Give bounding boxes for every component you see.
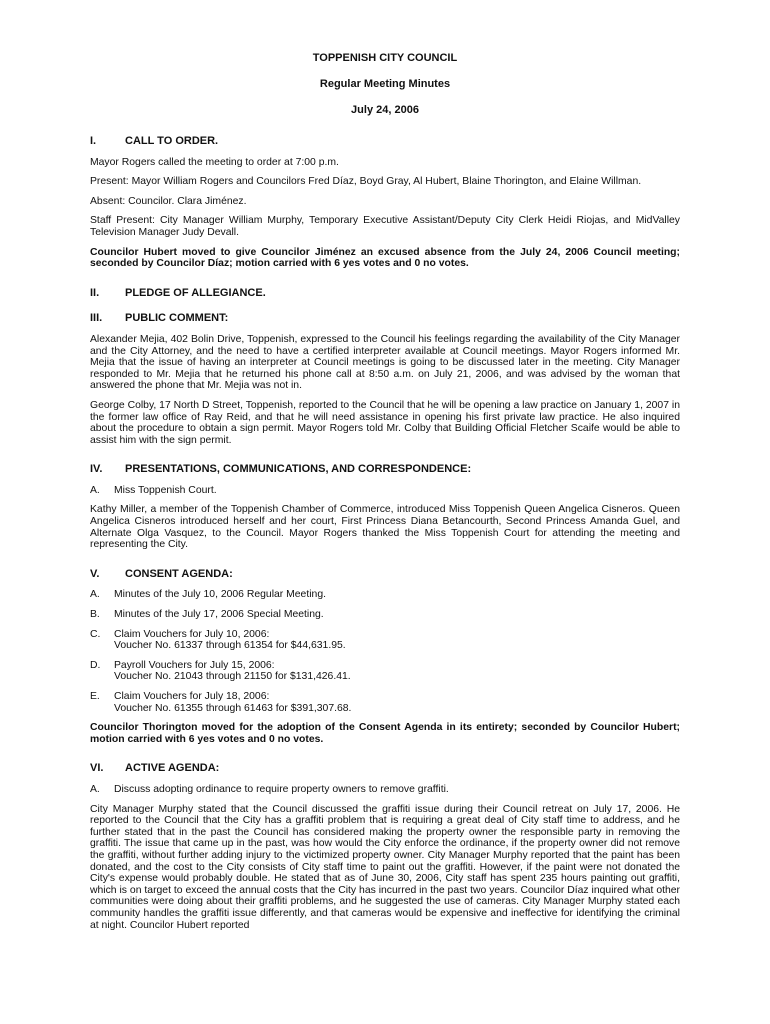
voucher-line: Voucher No. 61355 through 61463 for $391,307.68. bbox=[114, 702, 352, 714]
paragraph: Absent: Councilor. Clara Jiménez. bbox=[90, 195, 247, 207]
section-heading-pledge bbox=[90, 288, 680, 300]
voucher-line: Voucher No. 61337 through 61354 for $44,631.95. bbox=[114, 640, 346, 652]
list-item bbox=[90, 609, 680, 621]
item-letter: A. bbox=[90, 783, 100, 795]
item-text: Minutes of the July 10, 2006 Regular Meeting. bbox=[114, 589, 326, 601]
item-text: Claim Vouchers for July 10, 2006: bbox=[114, 628, 270, 640]
paragraph: Present: Mayor William Rogers and Councilors Fred Díaz, Boyd Gray, Al Hubert, Blaine Thorington, and Elaine Willman. bbox=[90, 176, 642, 188]
item-text: Payroll Vouchers for July 15, 2006: bbox=[114, 659, 275, 671]
section-number: V. bbox=[90, 567, 100, 580]
section-title: CONSENT AGENDA: bbox=[125, 567, 233, 580]
item-body bbox=[114, 629, 680, 652]
paragraph: Staff Present: City Manager William Murphy, Temporary Executive Assistant/Deputy City Clerk Heidi Riojas, and MidValley Television Manager Judy Devall. bbox=[90, 215, 680, 238]
item-text: Discuss adopting ordinance to require property owners to remove graffiti. bbox=[114, 783, 449, 795]
list-item bbox=[90, 629, 680, 652]
section-title: ACTIVE AGENDA: bbox=[125, 762, 220, 775]
document-subtitle: Regular Meeting Minutes bbox=[319, 78, 451, 90]
section-heading-active-agenda bbox=[90, 763, 680, 775]
section-heading-consent-agenda bbox=[90, 569, 680, 581]
minutes-page bbox=[90, 52, 680, 939]
section-heading-public-comment bbox=[90, 313, 680, 325]
list-item bbox=[90, 784, 680, 796]
item-letter: D. bbox=[90, 659, 101, 671]
meeting-date: July 24, 2006 bbox=[351, 104, 419, 116]
list-item bbox=[90, 691, 680, 714]
item-body bbox=[114, 691, 680, 714]
item-letter: C. bbox=[90, 628, 101, 640]
section-title: PRESENTATIONS, COMMUNICATIONS, AND CORRESPONDENCE: bbox=[125, 463, 472, 476]
item-letter: E. bbox=[90, 691, 100, 702]
list-item bbox=[90, 485, 680, 497]
paragraph: Alexander Mejia, 402 Bolin Drive, Toppenish, expressed to the Council his feelings regarding the availability of the City Manager and the City Attorney, and the need to have a certified interpreter available at Council meetings. Mayor Rogers informed Mr. Mejia that the issue of having an interpreter at Council meetings is going to be discussed later in the meeting. City Manager responded to Mr. Mejia that he returned his phone call at 8:50 a.m. on July 21, 2006, and was advised by the woman that answered the phone that Mr. Mejia was not in. bbox=[90, 333, 680, 392]
item-text: Miss Toppenish Court. bbox=[114, 484, 217, 496]
section-heading-presentations bbox=[90, 464, 680, 476]
item-body bbox=[114, 660, 680, 683]
list-item bbox=[90, 589, 680, 601]
voucher-line: Voucher No. 21043 through 21150 for $131,426.41. bbox=[114, 671, 351, 683]
item-letter: A. bbox=[90, 589, 100, 601]
paragraph: Mayor Rogers called the meeting to order at 7:00 p.m. bbox=[90, 156, 339, 168]
list-item bbox=[90, 660, 680, 683]
paragraph: Kathy Miller, a member of the Toppenish Chamber of Commerce, introduced Miss Toppenish Queen Angelica Cisneros. Queen Angelica Cisneros introduced herself and her court, First Princess Diana Betancourth, Second Princess Amanda Guel, and Alternate Olga Vasquez, to the Council. Mayor Rogers thanked the Miss Toppenish Court for attending the meeting and representing the City. bbox=[90, 504, 680, 551]
item-text: Minutes of the July 17, 2006 Special Meeting. bbox=[114, 609, 324, 621]
section-title: PLEDGE OF ALLEGIANCE. bbox=[125, 286, 266, 299]
item-letter: B. bbox=[90, 609, 100, 621]
paragraph: George Colby, 17 North D Street, Toppenish, reported to the Council that he will be opening a law practice on January 1, 2007 in the former law office of Ray Reid, and that he will need assistance in opening his first private law practice. He also inquired about the procedure to obtain a sign permit. Mayor Rogers told Mr. Colby that Building Official Fletcher Scaife would be able to assist him with the sign permit. bbox=[90, 399, 680, 446]
section-number: I. bbox=[90, 135, 97, 147]
item-text: Claim Vouchers for July 18, 2006: bbox=[114, 691, 270, 702]
motion-text: Councilor Hubert moved to give Councilor Jiménez an excused absence from the July 24, 2006 Council meeting; seconded by Councilor Díaz; motion carried with 6 yes votes and 0 no votes. bbox=[90, 246, 680, 270]
section-title: PUBLIC COMMENT: bbox=[125, 312, 229, 325]
section-title: CALL TO ORDER. bbox=[125, 135, 219, 147]
motion-text: Councilor Thorington moved for the adoption of the Consent Agenda in its entirety; seconded by Councilor Hubert; motion carried with 6 yes votes and 0 no votes. bbox=[90, 722, 680, 745]
section-number: VI. bbox=[90, 762, 104, 775]
section-heading-call-to-order bbox=[90, 136, 680, 148]
council-title: TOPPENISH CITY COUNCIL bbox=[312, 52, 458, 64]
paragraph: City Manager Murphy stated that the Council discussed the graffiti issue during their Council retreat on July 17, 2006. He reported to the Council that the City has a graffiti problem that is requiring a great deal of City staff time to address, and he further stated that in the past the Council has considered making the property owner the responsible party in removing the graffiti. The issue that came up in the past, was how would the City enforce the ordinance, if the property owner did not remove the graffiti, without further adding injury to the victimized property owner. City Manager Murphy reported that the paint has been donated, and the cost to the City consists of City staff time to paint out the graffiti. However, if the paint were not donated the City's expense would probably double. He stated that as of June 30, 2006, City staff has spent 235 hours painting out graffiti, which is on target to exceed the annual costs that the City has incurred in the past two years. Councilor Díaz inquired what other communities were doing about their graffiti problems, and he suggested the use of cameras. City Manager Murphy stated each community handles the graffiti issue differently, and that cameras would be expensive and ineffective for identifying the criminal at night. Councilor Hubert reported bbox=[90, 803, 680, 931]
item-letter: A. bbox=[90, 484, 100, 496]
section-number: IV. bbox=[90, 463, 103, 476]
section-number: III. bbox=[90, 312, 103, 325]
section-number: II. bbox=[90, 286, 100, 299]
